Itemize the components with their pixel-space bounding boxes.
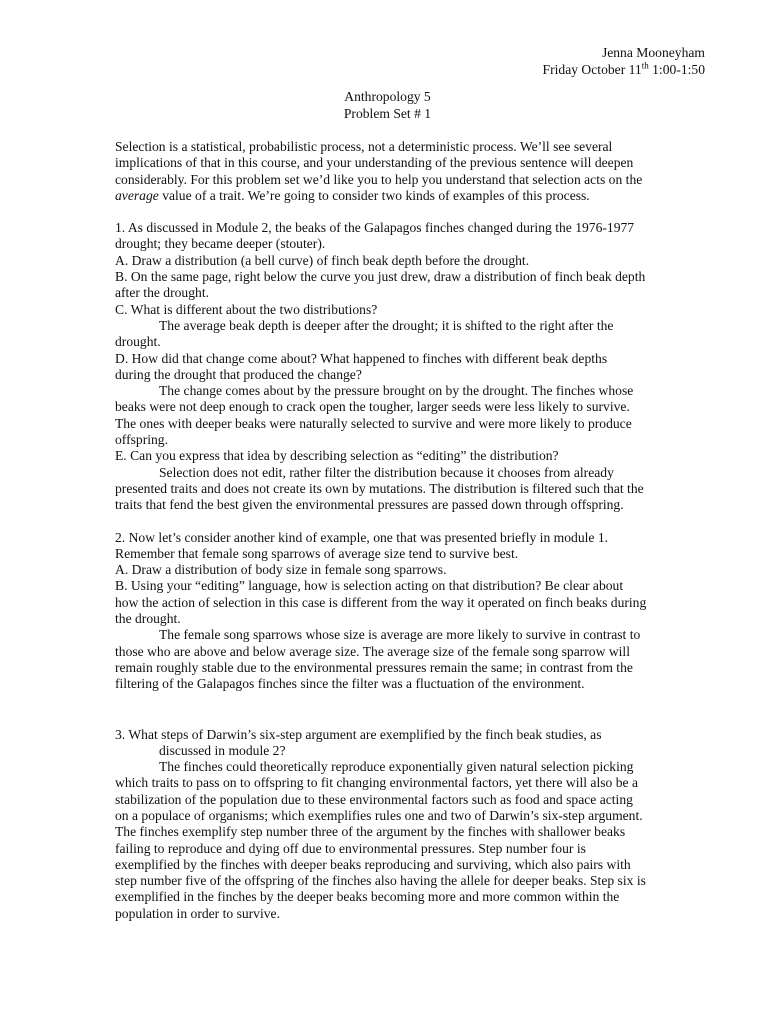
document-page [115, 44, 705, 922]
question-text: 2. Now let’s consider another kind of example, one that was presented briefly in module 1. [115, 529, 609, 545]
intro-paragraph: Selection is a statistical, probabilistic process, not a deterministic process. We’ll see several implications of that in this course, and your understanding of the previous sentence will deepen considerably. For this problem set we’d like you to help you understand that selection acts on the average value of a trait. We’re going to consider two kinds of examples of this process. [115, 139, 643, 203]
question-text: B. On the same page, right below the curve you just drew, draw a distribution of finch beak depth [115, 269, 646, 285]
question-text: E. Can you express that idea by describing selection as “editing” the distribution? [115, 448, 559, 464]
question-text: how the action of selection in this case is different from the way it operated on finch beaks during [115, 594, 647, 610]
question-text: C. What is different about the two distributions? [115, 301, 378, 317]
answer-text: remain roughly stable due to the environmental pressures remain the same; in contrast from the [115, 659, 633, 675]
question-text: discussed in module 2? [159, 742, 286, 758]
answer-text: failing to reproduce and dying off due to environmental pressures. Step number four is [115, 840, 586, 856]
question-3 [115, 727, 660, 923]
question-text: the drought. [115, 611, 181, 627]
answer-text: drought. [115, 334, 161, 350]
answer-text: The female song sparrows whose size is average are more likely to survive in contrast to [159, 627, 641, 643]
answer-text: The change comes about by the pressure brought on by the drought. The finches whose [159, 383, 634, 399]
question-text: during the drought that produced the change? [115, 366, 362, 382]
question-1 [115, 220, 660, 513]
answer-text: traits that fend the best given the environmental pressures are passed down through offspring. [115, 497, 624, 513]
answer-text: The average beak depth is deeper after the drought; it is shifted to the right after the [159, 317, 614, 333]
question-text: after the drought. [115, 285, 209, 301]
course-title: Anthropology 5 [344, 89, 431, 104]
answer-text: presented traits and does not create its own by mutations. The distribution is filtered such that the [115, 480, 644, 496]
student-name: Jenna Mooneyham [601, 45, 705, 60]
answer-text: The finches exemplify step number three of the argument by the finches with shallower beaks [115, 824, 626, 840]
answer-text: The finches could theoretically reproduce exponentially given natural selection picking [159, 759, 634, 775]
problem-set-title: Problem Set # 1 [343, 105, 432, 121]
question-text: Remember that female song sparrows of average size tend to survive best. [115, 545, 519, 561]
answer-text: filtering of the Galapagos finches since the filter was a fluctuation of the environment. [115, 676, 585, 692]
class-date: Friday October 11th 1:00-1:50 [542, 60, 705, 77]
answer-text: exemplified in the finches by the deeper beaks becoming more and more common within the [115, 889, 620, 905]
answer-text: those who are above and below average size. The average size of the female song sparrow will [115, 643, 630, 659]
student-header [115, 44, 705, 78]
answer-text: population in order to survive. [115, 905, 280, 921]
answer-text: Selection does not edit, rather filter the distribution because it chooses from already [159, 464, 614, 480]
answer-text: The ones with deeper beaks were naturally selected to survive and were more likely to produce [115, 415, 632, 431]
answer-text: which traits to pass on to offspring to fit changing environmental factors, yet there will also be a [115, 775, 638, 791]
answer-text: stabilization of the population due to these environmental factors such as food and space acting [115, 791, 633, 807]
question-text: drought; they became deeper (stouter). [115, 236, 326, 252]
question-text: D. How did that change come about? What happened to finches with different beak depths [115, 350, 608, 366]
answer-text: exemplified by the finches with deeper beaks reproducing and surviving, which also pairs with [115, 856, 631, 872]
document-title [115, 89, 660, 122]
answer-text: beaks were not deep enough to crack open the tougher, larger seeds were less likely to survive. [115, 399, 630, 415]
question-text: A. Draw a distribution of body size in female song sparrows. [115, 562, 447, 578]
answer-text: step number five of the offspring of the finches also having the allele for deeper beaks. Step six is [115, 873, 646, 889]
answer-text: offspring. [115, 432, 168, 448]
question-text: B. Using your “editing” language, how is selection acting on that distribution? Be clear about [115, 578, 624, 594]
question-2 [115, 530, 660, 693]
question-text: 3. What steps of Darwin’s six-step argument are exemplified by the finch beak studies, as [115, 726, 602, 742]
question-text: 1. As discussed in Module 2, the beaks of the Galapagos finches changed during the 1976-1977 [115, 220, 635, 236]
answer-text: on a populace of organisms; which exemplifies rules one and two of Darwin’s six-step argument. [115, 807, 643, 823]
question-text: A. Draw a distribution (a bell curve) of finch beak depth before the drought. [115, 252, 530, 268]
